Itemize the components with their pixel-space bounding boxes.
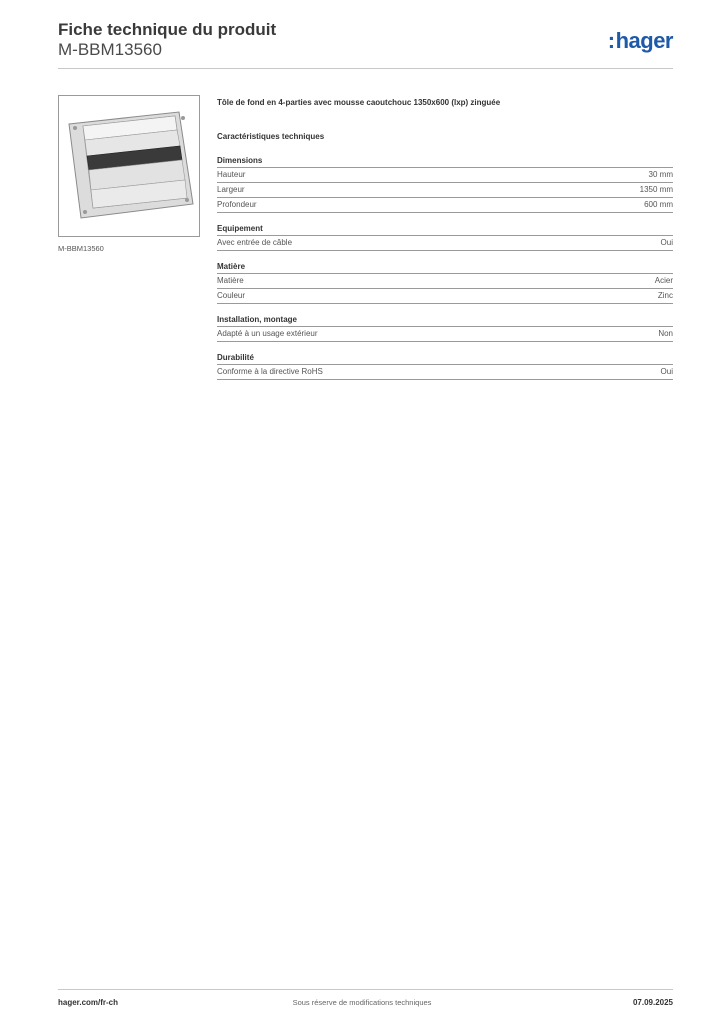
spec-label: Couleur: [217, 291, 246, 300]
spec-label: Conforme à la directive RoHS: [217, 367, 323, 376]
group-title: Matière: [217, 262, 246, 271]
header-divider: [58, 68, 673, 69]
spec-row: [217, 167, 673, 183]
footer-notice: Sous réserve de modifications techniques: [292, 998, 432, 1007]
spec-value: Oui: [660, 238, 673, 247]
product-image: [58, 95, 200, 237]
product-illustration: [59, 96, 199, 236]
spec-row: [217, 273, 673, 289]
footer-divider: [58, 989, 673, 990]
logo-text: hager: [615, 28, 673, 53]
spec-row: [217, 198, 673, 213]
spec-value: 600 mm: [644, 200, 673, 209]
spec-value: Oui: [660, 367, 673, 376]
group-title: Dimensions: [217, 156, 263, 165]
spec-label: Avec entrée de câble: [217, 238, 293, 247]
spec-label: Largeur: [217, 185, 245, 194]
spec-row: [217, 326, 673, 342]
spec-content: [217, 97, 673, 380]
product-reference: M-BBM13560: [58, 40, 162, 59]
spec-label: Adapté à un usage extérieur: [217, 329, 318, 338]
spec-value: Acier: [654, 276, 673, 285]
product-description: Tôle de fond en 4-parties avec mousse caoutchouc 1350x600 (lxp) zinguée: [217, 98, 501, 107]
spec-group-matiere: [217, 261, 673, 304]
image-caption: M-BBM13560: [58, 244, 104, 253]
page-title: Fiche technique du produit: [58, 20, 277, 39]
spec-value: Zinc: [657, 291, 673, 300]
spec-group-dimensions: [217, 155, 673, 213]
spec-row: [217, 364, 673, 380]
spec-label: Profondeur: [217, 200, 257, 209]
spec-row: [217, 183, 673, 198]
spec-row: [217, 235, 673, 251]
spec-group-equipement: [217, 223, 673, 251]
spec-label: Matière: [217, 276, 244, 285]
group-title: Durabilité: [217, 353, 254, 362]
spec-row: [217, 289, 673, 304]
footer-website-link[interactable]: hager.com/fr-ch: [58, 998, 119, 1007]
section-title: Caractéristiques techniques: [217, 132, 325, 141]
spec-value: Non: [658, 329, 673, 338]
group-title: Equipement: [217, 224, 263, 233]
spec-value: 1350 mm: [639, 185, 673, 194]
spec-value: 30 mm: [648, 170, 673, 179]
hager-logo: :hager: [607, 28, 673, 53]
footer-date: 07.09.2025: [632, 998, 673, 1007]
spec-group-installation: [217, 314, 673, 342]
group-title: Installation, montage: [217, 315, 298, 324]
spec-group-durabilite: [217, 352, 673, 380]
spec-label: Hauteur: [217, 170, 246, 179]
